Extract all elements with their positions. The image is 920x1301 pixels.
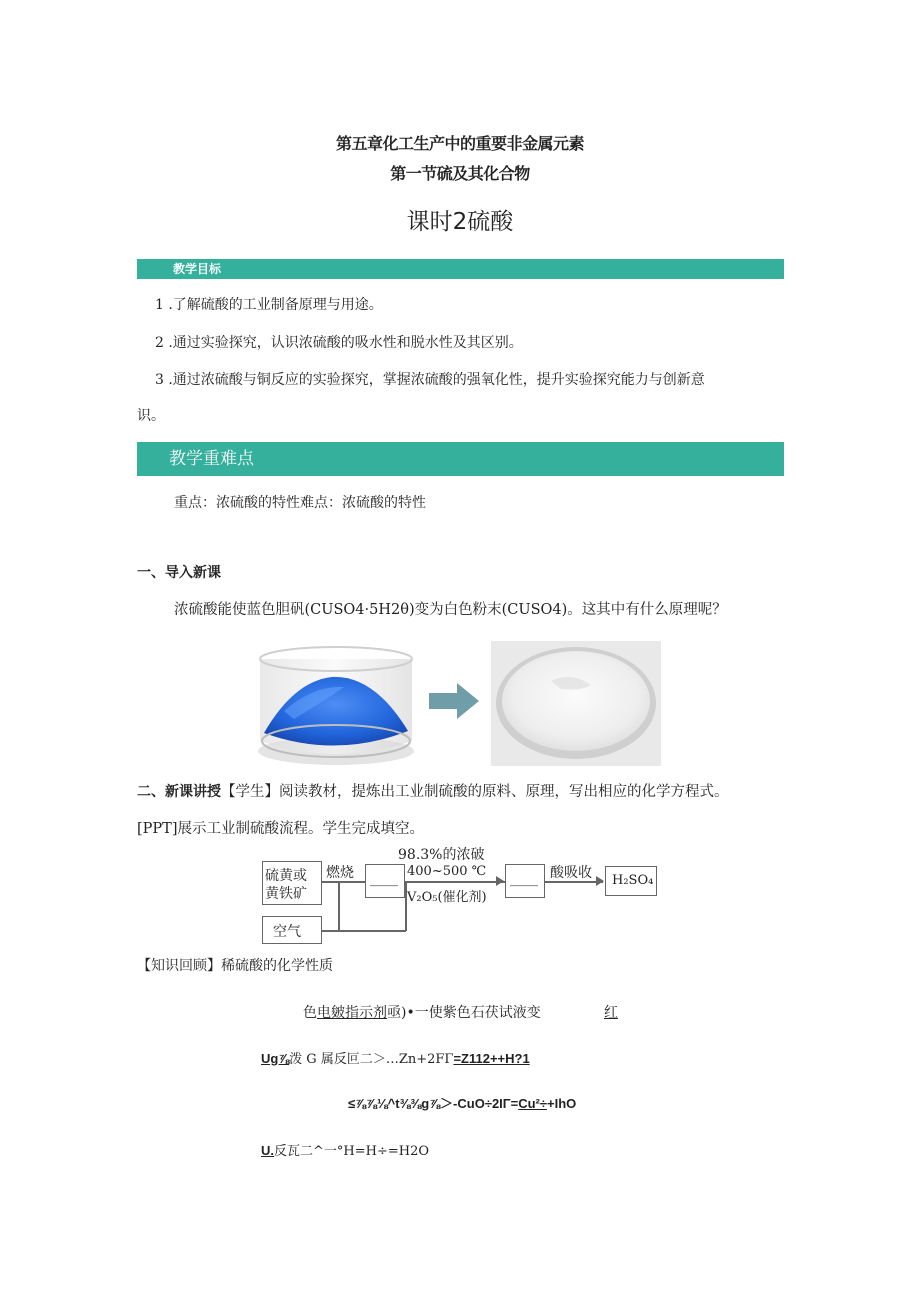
product-box: H₂SO₄ — [605, 866, 657, 896]
temperature-label: 400~500 ℃ — [407, 864, 487, 879]
white-powder-image — [491, 641, 661, 766]
lecture-heading: 二、新课讲授 — [137, 784, 221, 800]
catalyst-label: V₂O₅(催化剂) — [407, 890, 487, 905]
air-box: 空气 — [262, 916, 322, 944]
objective-3: 3 .通过浓硫酸与铜反应的实验探究，掌握浓硫酸的强氧化性，提升实验探究能力与创新意 — [155, 372, 705, 388]
review-answer-1: 红 — [604, 1005, 618, 1021]
section-title: 第一节硫及其化合物 — [390, 164, 530, 183]
burn-label: 燃烧 — [326, 865, 354, 881]
arrow-right-icon — [429, 683, 479, 719]
review-title: 【知识回顾】稀硫酸的化学性质 — [137, 958, 333, 974]
objective-1: 1 .了解硫酸的工业制备原理与用途。 — [155, 297, 383, 313]
student-instruction: 【学生】阅读教材，提炼出工业制硫酸的原料、原理，写出相应的化学方程式。 — [221, 784, 729, 800]
objective-2: 2 .通过实验探究，认识浓硫酸的吸水性和脱水性及其区别。 — [155, 335, 523, 351]
lecture-line — [137, 780, 729, 801]
review-line-4: U.反瓦二^一°H=H÷=H2O — [261, 1143, 430, 1159]
intro-question: 浓硫酸能使蓝色胆矾(CUSO4·5H2θ)变为白色粉末(CUSO4)。这其中有什么原理呢？ — [174, 602, 727, 618]
key-points-bar: 教学重难点 — [137, 442, 784, 476]
lesson-title: 课时2硫酸 — [406, 209, 514, 235]
objectives-bar: 教学目标 — [137, 259, 784, 279]
ppt-instruction: [PPT]展示工业制硫酸流程。学生完成填空。 — [137, 821, 424, 837]
raw-material-box: 硫黄或 黄铁矿 — [262, 861, 322, 905]
chapter-title: 第五章化工生产中的重要非金属元素 — [335, 134, 584, 153]
review-line-3: ≤⅞⅞⅛^t⅜⅜g⅞＞-CuO÷2IΓ=Cu²÷+IhO — [348, 1096, 577, 1111]
review-line-1: 色电皴指示剂亟)•一使紫色石茯试液变 — [303, 1005, 541, 1021]
intro-heading: 一、导入新课 — [137, 565, 221, 581]
objective-3-cont: 识。 — [137, 408, 165, 424]
blank-box-1: ____ — [365, 864, 405, 898]
sulfuric-acid-flowchart — [262, 844, 662, 944]
review-line-2: Ug⅞泼 G 属反叵二＞…Zn+2FΓ=Z112++H?1 — [261, 1051, 530, 1067]
blank-box-2: ____ — [505, 864, 545, 898]
key-points-text: 重点：浓硫酸的特性难点：浓硫酸的特性 — [174, 495, 426, 511]
absorb-label: 酸吸收 — [550, 865, 592, 881]
blue-crystal-image — [254, 641, 414, 766]
concentrated-acid-label: 98.3%的浓破 — [398, 847, 485, 863]
